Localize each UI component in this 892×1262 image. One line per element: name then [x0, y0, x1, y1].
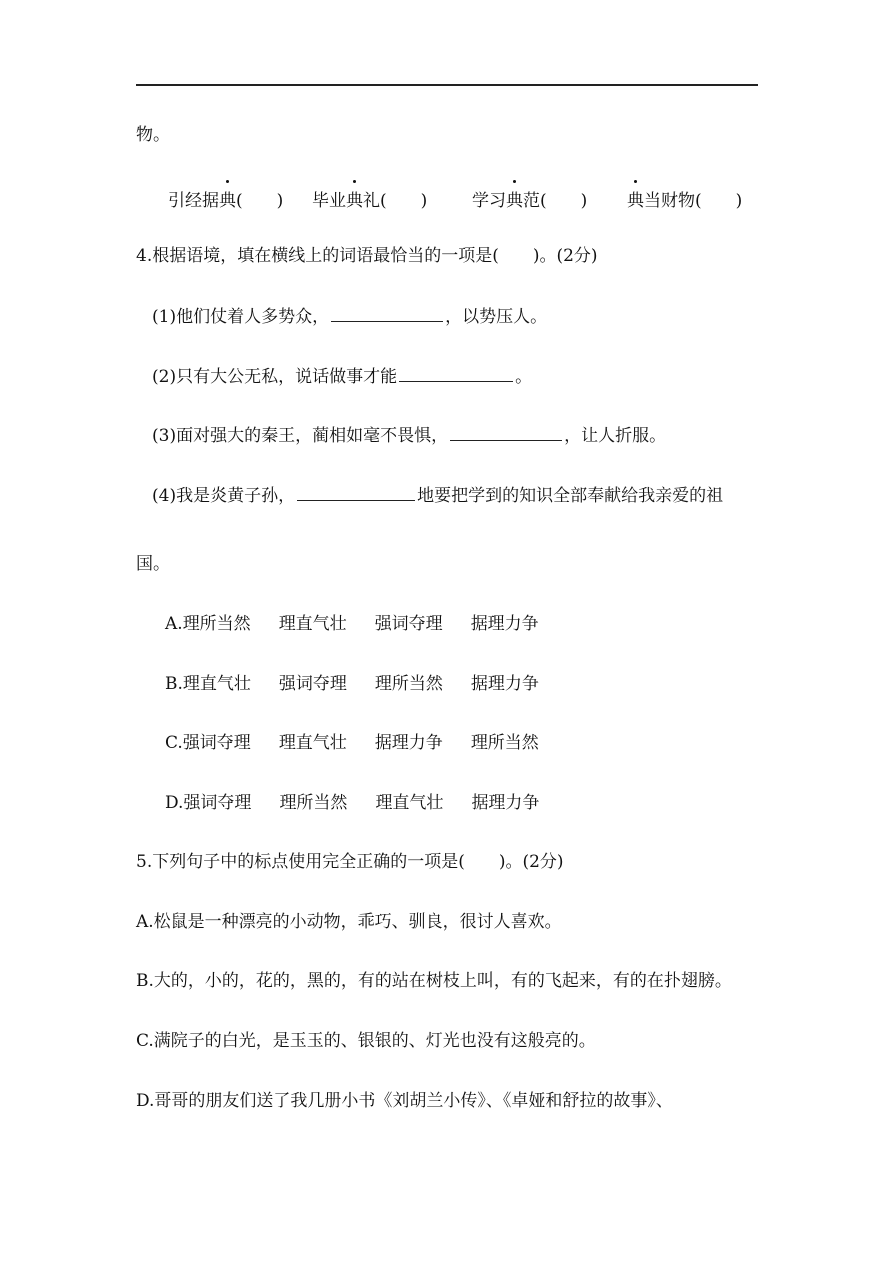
answer-blank[interactable]: [399, 365, 513, 382]
emphasis-dot-char: 典: [506, 186, 523, 211]
q4-sentence-3: (3)面对强大的秦王，蔺相如毫不畏惧， ，让人折服。: [152, 426, 667, 446]
dian-item-4: 典当财物( ): [627, 186, 742, 211]
answer-blank[interactable]: [450, 424, 562, 441]
q5-stem: 5.下列句子中的标点使用完全正确的一项是( )。(2分): [136, 852, 564, 872]
dian-item-3: 学习典范( ): [472, 186, 587, 211]
q4-option-a: A.理所当然 理直气壮 强词夺理 据理力争: [165, 614, 539, 634]
q4-sentence-2: (2)只有大公无私，说话做事才能 。: [152, 367, 533, 387]
header-rule: [136, 84, 758, 86]
answer-blank[interactable]: [331, 305, 443, 322]
dian-item-1: 引经据典( ): [168, 186, 283, 211]
q4-option-c: C.强词夺理 理直气壮 据理力争 理所当然: [165, 733, 539, 753]
dian-item-2: 毕业典礼( ): [312, 186, 427, 211]
q4-sentence-4: (4)我是炎黄子孙， 地要把学到的知识全部奉献给我亲爱的祖: [152, 486, 724, 506]
answer-blank[interactable]: [297, 484, 415, 501]
q4-sentence-4-continuation: 国。: [136, 554, 170, 574]
q4-stem: 4.根据语境，填在横线上的词语最恰当的一项是( )。(2分): [136, 246, 598, 266]
q4-option-d: D.强词夺理 理所当然 理直气壮 据理力争: [165, 793, 540, 813]
q4-sentence-1: (1)他们仗着人多势众， ，以势压人。: [152, 307, 548, 327]
q5-option-a: A.松鼠是一种漂亮的小动物，乖巧、驯良，很讨人喜欢。: [136, 912, 562, 932]
emphasis-dot-char: 典: [346, 186, 363, 211]
q5-option-b: B.大的，小的，花的，黑的，有的站在树枝上叫，有的飞起来，有的在扑翅膀。: [136, 971, 732, 991]
continuation-text: 物。: [136, 125, 170, 145]
q4-option-b: B.理直气壮 强词夺理 理所当然 据理力争: [165, 674, 539, 694]
q5-option-d: D.哥哥的朋友们送了我几册小书《刘胡兰小传》、《卓娅和舒拉的故事》、: [136, 1091, 673, 1111]
emphasis-dot-char: 典: [627, 186, 644, 211]
q5-option-c: C.满院子的白光，是玉玉的、银银的、灯光也没有这般亮的。: [136, 1031, 596, 1051]
emphasis-dot-char: 典: [219, 186, 236, 211]
